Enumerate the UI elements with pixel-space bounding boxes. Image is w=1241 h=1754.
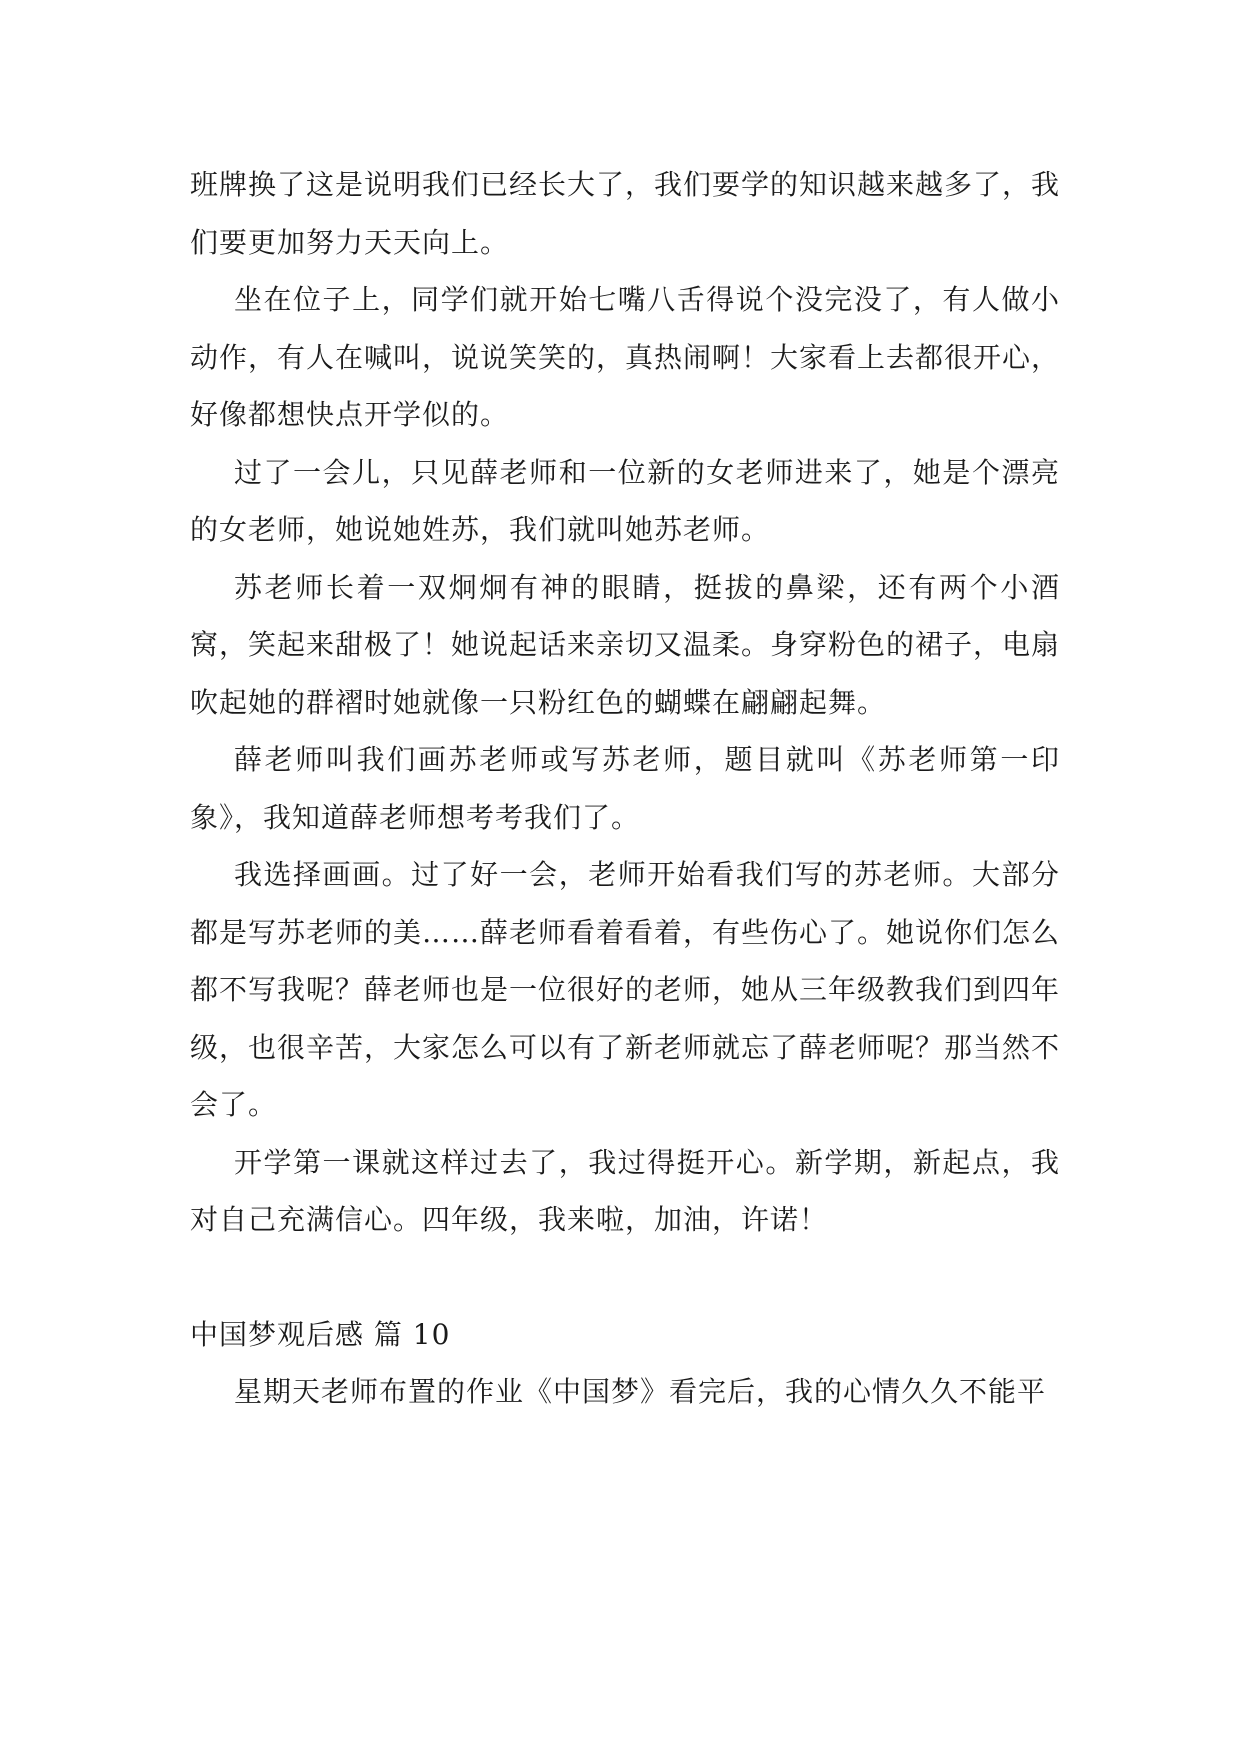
paragraph-1: 班牌换了这是说明我们已经长大了，我们要学的知识越来越多了，我们要更加努力天天向上。 (190, 168, 1061, 259)
paragraph-4: 苏老师长着一双炯炯有神的眼睛，挺拔的鼻梁，还有两个小酒窝，笑起来甜极了！她说起话来亲切又温柔。身穿粉色的裙子，电扇吹起她的群褶时她就像一只粉红色的蝴蝶在翩翩起舞。 (190, 570, 1061, 719)
document-body (190, 156, 1060, 1421)
paragraph-7: 开学第一课就这样过去了，我过得挺开心。新学期，新起点，我对自己充满信心。四年级，我来啦，加油，许诺！ (190, 1145, 1060, 1236)
paragraph-3: 过了一会儿，只见薛老师和一位新的女老师进来了，她是个漂亮的女老师，她说她姓苏，我们就叫她苏老师。 (190, 455, 1060, 546)
paragraph-6: 我选择画画。过了好一会，老师开始看我们写的苏老师。大部分都是写苏老师的美……薛老师看着看着，有些伤心了。她说你们怎么都不写我呢？薛老师也是一位很好的老师，她从三年级教我们到四年级，也很辛苦，大家怎么可以有了新老师就忘了薛老师呢？那当然不会了。 (190, 858, 1061, 1121)
section-heading: 中国梦观后感 篇 10 (190, 1317, 451, 1351)
paragraph-5: 薛老师叫我们画苏老师或写苏老师，题目就叫《苏老师第一印象》，我知道薛老师想考考我们了。 (190, 743, 1060, 834)
paragraph-2: 坐在位子上，同学们就开始七嘴八舌得说个没完没了，有人做小动作，有人在喊叫，说说笑笑的，真热闹啊！大家看上去都很开心，好像都想快点开学似的。 (190, 283, 1061, 431)
paragraph-8: 星期天老师布置的作业《中国梦》看完后，我的心情久久不能平 (234, 1375, 1047, 1408)
